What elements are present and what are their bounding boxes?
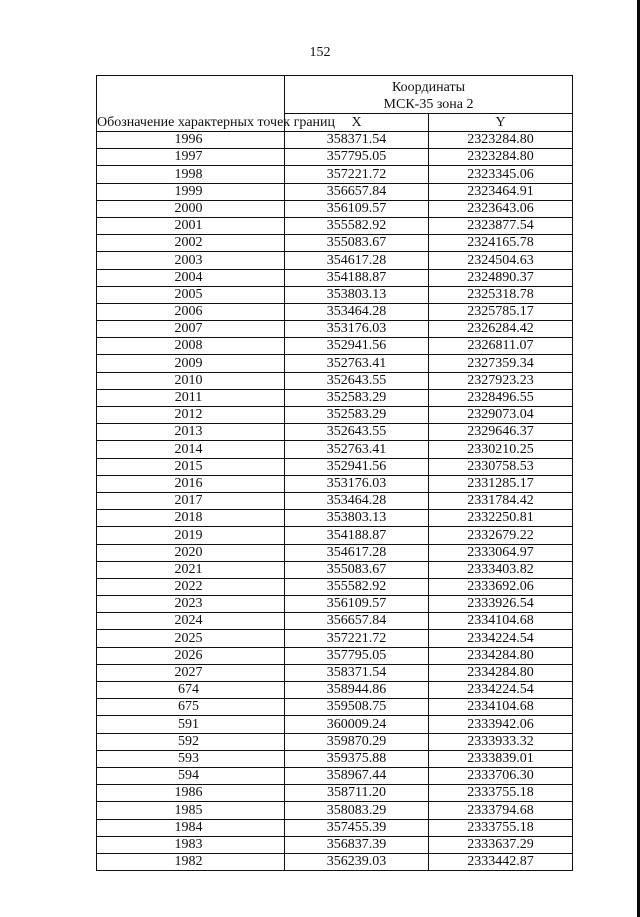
- point-cell: 2011: [97, 389, 285, 406]
- table-row: [97, 441, 573, 458]
- point-cell: 2015: [97, 458, 285, 475]
- table-row: [97, 802, 573, 819]
- table-row: [97, 424, 573, 441]
- point-cell: 1997: [97, 149, 285, 166]
- x-cell: 356657.84: [285, 613, 429, 630]
- x-cell: 352643.55: [285, 372, 429, 389]
- y-cell: 2327923.23: [429, 372, 573, 389]
- y-cell: 2329073.04: [429, 407, 573, 424]
- y-cell: 2323345.06: [429, 166, 573, 183]
- x-cell: 353803.13: [285, 286, 429, 303]
- x-cell: 357221.72: [285, 166, 429, 183]
- x-cell: 358711.20: [285, 785, 429, 802]
- table-row: [97, 303, 573, 320]
- point-cell: 1999: [97, 183, 285, 200]
- y-cell: 2323284.80: [429, 132, 573, 149]
- x-cell: 358371.54: [285, 132, 429, 149]
- y-cell: 2333442.87: [429, 853, 573, 870]
- y-cell: 2324165.78: [429, 235, 573, 252]
- x-cell: 356837.39: [285, 836, 429, 853]
- point-cell: 2016: [97, 475, 285, 492]
- point-cell: 1996: [97, 132, 285, 149]
- point-cell: 1998: [97, 166, 285, 183]
- x-cell: 358371.54: [285, 664, 429, 681]
- y-cell: 2333755.18: [429, 819, 573, 836]
- table-row: [97, 596, 573, 613]
- table-row: [97, 527, 573, 544]
- x-cell: 352643.55: [285, 424, 429, 441]
- point-cell: 2012: [97, 407, 285, 424]
- y-cell: 2333933.32: [429, 733, 573, 750]
- y-cell: 2333692.06: [429, 578, 573, 595]
- table-row: [97, 699, 573, 716]
- x-cell: 355083.67: [285, 561, 429, 578]
- x-cell: 353464.28: [285, 492, 429, 509]
- table-row: [97, 338, 573, 355]
- x-cell: 357455.39: [285, 819, 429, 836]
- table-row: [97, 458, 573, 475]
- point-cell: 2014: [97, 441, 285, 458]
- x-cell: 357795.05: [285, 149, 429, 166]
- x-cell: 355582.92: [285, 217, 429, 234]
- header-x: X: [285, 113, 429, 131]
- point-cell: 2021: [97, 561, 285, 578]
- y-cell: 2331784.42: [429, 492, 573, 509]
- point-cell: 1986: [97, 785, 285, 802]
- table-row: [97, 321, 573, 338]
- point-cell: 2022: [97, 578, 285, 595]
- table-row: [97, 475, 573, 492]
- y-cell: 2324890.37: [429, 269, 573, 286]
- x-cell: 359508.75: [285, 699, 429, 716]
- x-cell: 354617.28: [285, 544, 429, 561]
- point-cell: 2004: [97, 269, 285, 286]
- point-cell: 594: [97, 767, 285, 784]
- y-cell: 2330758.53: [429, 458, 573, 475]
- point-cell: 2001: [97, 217, 285, 234]
- table-row: [97, 235, 573, 252]
- y-cell: 2333706.30: [429, 767, 573, 784]
- point-cell: 2025: [97, 630, 285, 647]
- x-cell: 352763.41: [285, 355, 429, 372]
- y-cell: 2332679.22: [429, 527, 573, 544]
- y-cell: 2333637.29: [429, 836, 573, 853]
- header-coordinate-system: МСК-35 зона 2: [383, 96, 474, 112]
- table-row: [97, 613, 573, 630]
- x-cell: 353803.13: [285, 510, 429, 527]
- point-cell: 2005: [97, 286, 285, 303]
- header-point-designation: Обозначение характерных точек границ: [97, 76, 285, 132]
- point-cell: 674: [97, 682, 285, 699]
- table-row: [97, 819, 573, 836]
- x-cell: 352763.41: [285, 441, 429, 458]
- point-cell: 2007: [97, 321, 285, 338]
- table-row: [97, 149, 573, 166]
- table-row: [97, 166, 573, 183]
- x-cell: 353176.03: [285, 475, 429, 492]
- x-cell: 356109.57: [285, 200, 429, 217]
- table-row: [97, 132, 573, 149]
- y-cell: 2331285.17: [429, 475, 573, 492]
- y-cell: 2328496.55: [429, 389, 573, 406]
- x-cell: 358967.44: [285, 767, 429, 784]
- y-cell: 2323284.80: [429, 149, 573, 166]
- table-body: [97, 132, 573, 871]
- point-cell: 593: [97, 750, 285, 767]
- header-coordinates-title: Координаты: [392, 79, 465, 95]
- x-cell: 352583.29: [285, 407, 429, 424]
- x-cell: 360009.24: [285, 716, 429, 733]
- table-row: [97, 252, 573, 269]
- y-cell: 2330210.25: [429, 441, 573, 458]
- x-cell: 353464.28: [285, 303, 429, 320]
- point-cell: 2002: [97, 235, 285, 252]
- table-row: [97, 372, 573, 389]
- header-y: Y: [429, 113, 573, 131]
- y-cell: 2327359.34: [429, 355, 573, 372]
- table-row: [97, 510, 573, 527]
- table-row: [97, 544, 573, 561]
- table-row: [97, 647, 573, 664]
- x-cell: 354188.87: [285, 527, 429, 544]
- header-coordinates: [285, 76, 573, 114]
- table-row: [97, 785, 573, 802]
- y-cell: 2323464.91: [429, 183, 573, 200]
- y-cell: 2333839.01: [429, 750, 573, 767]
- x-cell: 354188.87: [285, 269, 429, 286]
- x-cell: 358944.86: [285, 682, 429, 699]
- coordinates-table: [96, 75, 573, 871]
- table-row: [97, 389, 573, 406]
- table-row: [97, 664, 573, 681]
- x-cell: 358083.29: [285, 802, 429, 819]
- table-row: [97, 682, 573, 699]
- point-cell: 675: [97, 699, 285, 716]
- y-cell: 2323643.06: [429, 200, 573, 217]
- page-number: 152: [309, 45, 331, 60]
- x-cell: 356657.84: [285, 183, 429, 200]
- y-cell: 2325318.78: [429, 286, 573, 303]
- y-cell: 2333794.68: [429, 802, 573, 819]
- y-cell: 2329646.37: [429, 424, 573, 441]
- table-row: [97, 578, 573, 595]
- point-cell: 1984: [97, 819, 285, 836]
- x-cell: 356109.57: [285, 596, 429, 613]
- point-cell: 1985: [97, 802, 285, 819]
- x-cell: 359375.88: [285, 750, 429, 767]
- point-cell: 2023: [97, 596, 285, 613]
- point-cell: 2009: [97, 355, 285, 372]
- point-cell: 2006: [97, 303, 285, 320]
- y-cell: 2324504.63: [429, 252, 573, 269]
- table-row: [97, 750, 573, 767]
- x-cell: 356239.03: [285, 853, 429, 870]
- table-row: [97, 836, 573, 853]
- point-cell: 2017: [97, 492, 285, 509]
- table-row: [97, 733, 573, 750]
- point-cell: 2026: [97, 647, 285, 664]
- x-cell: 355083.67: [285, 235, 429, 252]
- point-cell: 2013: [97, 424, 285, 441]
- y-cell: 2326284.42: [429, 321, 573, 338]
- table-row: [97, 183, 573, 200]
- x-cell: 352941.56: [285, 458, 429, 475]
- point-cell: 2003: [97, 252, 285, 269]
- point-cell: 2008: [97, 338, 285, 355]
- x-cell: 352583.29: [285, 389, 429, 406]
- point-cell: 2020: [97, 544, 285, 561]
- x-cell: 357795.05: [285, 647, 429, 664]
- y-cell: 2333942.06: [429, 716, 573, 733]
- x-cell: 355582.92: [285, 578, 429, 595]
- y-cell: 2325785.17: [429, 303, 573, 320]
- point-cell: 2010: [97, 372, 285, 389]
- y-cell: 2333755.18: [429, 785, 573, 802]
- table-row: [97, 767, 573, 784]
- y-cell: 2333403.82: [429, 561, 573, 578]
- x-cell: 354617.28: [285, 252, 429, 269]
- y-cell: 2333926.54: [429, 596, 573, 613]
- point-cell: 2000: [97, 200, 285, 217]
- point-cell: 591: [97, 716, 285, 733]
- y-cell: 2334224.54: [429, 630, 573, 647]
- table-row: [97, 853, 573, 870]
- table-row: [97, 630, 573, 647]
- x-cell: 357221.72: [285, 630, 429, 647]
- table-row: [97, 269, 573, 286]
- y-cell: 2334104.68: [429, 699, 573, 716]
- y-cell: 2334224.54: [429, 682, 573, 699]
- table-row: [97, 200, 573, 217]
- table-row: [97, 286, 573, 303]
- point-cell: 2027: [97, 664, 285, 681]
- x-cell: 352941.56: [285, 338, 429, 355]
- table-row: [97, 407, 573, 424]
- y-cell: 2334104.68: [429, 613, 573, 630]
- point-cell: 592: [97, 733, 285, 750]
- y-cell: 2323877.54: [429, 217, 573, 234]
- table-row: [97, 217, 573, 234]
- point-cell: 1982: [97, 853, 285, 870]
- y-cell: 2333064.97: [429, 544, 573, 561]
- y-cell: 2334284.80: [429, 664, 573, 681]
- y-cell: 2332250.81: [429, 510, 573, 527]
- table-row: [97, 561, 573, 578]
- point-cell: 1983: [97, 836, 285, 853]
- table-row: [97, 355, 573, 372]
- point-cell: 2018: [97, 510, 285, 527]
- table-row: [97, 492, 573, 509]
- y-cell: 2334284.80: [429, 647, 573, 664]
- y-cell: 2326811.07: [429, 338, 573, 355]
- x-cell: 353176.03: [285, 321, 429, 338]
- point-cell: 2019: [97, 527, 285, 544]
- table-row: [97, 716, 573, 733]
- point-cell: 2024: [97, 613, 285, 630]
- x-cell: 359870.29: [285, 733, 429, 750]
